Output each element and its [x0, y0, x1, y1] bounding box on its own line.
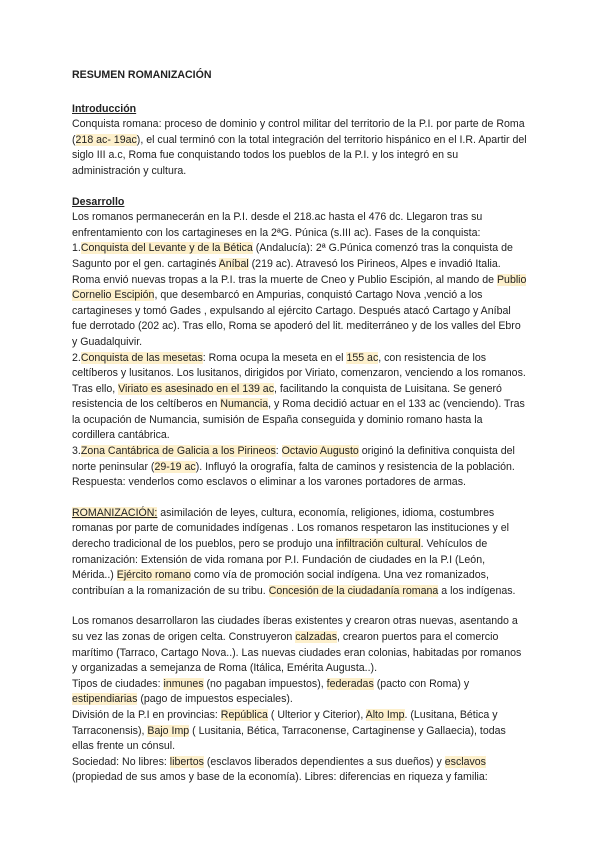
ciudades-section [72, 614, 528, 786]
desarrollo-section [72, 195, 528, 491]
desarrollo-heading: Desarrollo [72, 195, 125, 208]
highlight: libertos [169, 755, 204, 768]
romanizacion-label: ROMANIZACIÓN: [72, 506, 158, 519]
highlight: Bajo Imp [147, 724, 190, 737]
highlight: República [220, 708, 268, 721]
document-title: RESUMEN ROMANIZACIÓN [72, 69, 212, 81]
highlight: Conquista del Levante y de la Bética [80, 242, 253, 255]
highlight: federadas [326, 677, 374, 690]
highlight: Alto Imp [365, 708, 405, 721]
highlight: Ejército romano [116, 569, 191, 582]
intro-heading: Introducción [72, 102, 137, 115]
tipos-ciudades: Tipos de ciudades: inmunes (no pagaban impuestos), federadas (pacto con Roma) y estipendiarias (pago de impuestos especiales). [72, 677, 470, 706]
highlight: Numancia [220, 398, 269, 411]
highlight: Aníbal [218, 257, 249, 270]
highlight: 218 ac- 19ac [75, 133, 137, 146]
fase-1: 1.Conquista del Levante y de la Bética (Andalucía): 2ª G.Púnica comenzó tras la conquista de Sagunto por el gen. cartaginés Aníbal (219 ac). Atravesó los Pirineos, Alpes e invadió Italia. Roma envió nuevas tropas a la P.I. tras la muerte de Cneo y Publio Escipión, al mando de Publio Cornelio Escipión, que desembarcó en Ampurias, conquistó Cartago Nova ,venció a los cartagineses y tomó Gades , expulsando al ejército Cartago. Después atacó Cartago y Aníbal fue derrotado (202 ac). Tras ello, Roma se apoderó del lit. mediterráneo y de los valles del Ebro y Guadalquivir. [72, 242, 527, 348]
highlight: calzadas [295, 631, 337, 643]
desarrollo-intro: Los romanos permanecerán en la P.I. desde el 218.ac hasta el 476 dc. Llegaron tras su enfrentamiento con los cartagineses en la 2ªG. Púnica (s.III ac). Fases de la conquista: [72, 211, 483, 239]
romanizacion-paragraph: ROMANIZACIÓN: asimilación de leyes, cultura, economía, religiones, idioma, costumbres romanas por parte de comunidades indígenas . Los romanos respetaron las instituciones y el derecho tradicional de los pueblos, pero se produjo una infiltración cultural. Vehículos de romanización: Extensión de vida romana por P.I. Fundación de ciudades en la P.I (León, Mérida..) Ejército romano como vía de promoción social indígena. Una vez romanizados, contribuían a la romanización de su tribu. Concesión de la ciudadanía romana a los indígenas. [72, 506, 516, 597]
intro-paragraph: Conquista romana: proceso de dominio y control militar del territorio de la P.I. por parte de Roma (218 ac- 19ac), el cual terminó con la total integración del territorio hispánico en el I.R. Apartir del siglo III a.c, Roma fue conquistando todos los pueblos de la P.I. y los integró en su administración y cultura. [72, 118, 527, 177]
highlight: esclavos [444, 755, 486, 768]
highlight: estipendiarias [72, 693, 138, 706]
highlight: 155 ac [346, 351, 379, 364]
highlight: Publio Cornelio Escipión [72, 273, 527, 302]
highlight: Concesión de la ciudadanía romana [268, 584, 439, 597]
highlight: inmunes [163, 677, 204, 690]
division-provincias: División de la P.I en provincias: República ( Ulterior y Citerior), Alto Imp. (Lusitana, Bética y Tarraconensis), Bajo Imp ( Lusitania, Bética, Tarraconense, Cartaginense y Gallaecia), todas ellas frente un cónsul. [72, 708, 506, 753]
highlight: Viriato es asesinado en el 139 ac [118, 382, 274, 395]
highlight: Octavio Augusto [281, 445, 359, 458]
highlight: Zona Cantábrica de Galicia a los Pirineos [80, 445, 276, 458]
highlight: infiltración cultural [335, 538, 421, 551]
intro-section [72, 102, 528, 180]
fase-2: 2.Conquista de las mesetas: Roma ocupa la meseta en el 155 ac, con resistencia de los celtíberos y lusitanos. Los lusitanos, dirigidos por Viriato, comenzaron, venciendo a los romanos. Tras ello, Viriato es asesinado en el 139 ac, facilitando la conquista de Luisitana. Se generó resistencia de los celtíberos en Numancia, y Roma decidió actuar en el 133 ac (venciendo). Tras la ocupación de Numancia, sumisión de España conseguida y dominio romano hasta la cordillera cantábrica. [72, 351, 526, 442]
sociedad: Sociedad: No libres: libertos (esclavos liberados dependientes a sus dueños) y esclavos (propiedad de sus amos y base de la economía). Libres: diferencias en riqueza y familia: [72, 755, 488, 784]
highlight: Conquista de las mesetas [80, 351, 203, 364]
highlight: 29-19 ac [154, 460, 196, 473]
fase-3: 3.Zona Cantábrica de Galicia a los Pirineos: Octavio Augusto originó la definitiva conquista del norte peninsular (29-19 ac). Influyó la orografía, falta de caminos y resistencia de la población. Respuesta: venderlos como esclavos o eliminar a los varones portadores de armas. [72, 445, 515, 489]
document-page [72, 68, 528, 786]
ciudades-paragraph: Los romanos desarrollaron las ciudades íberas existentes y crearon otras nuevas, asentando a su vez las zonas de origen celta. Construyeron calzadas, crearon puertos para el comercio marítimo (Tarraco, Cartago Nova..). Las nuevas ciudades eran colonias, habitadas por romanos y organizadas a semejanza de Roma (Itálica, Emérita Augusta..). [72, 615, 522, 675]
